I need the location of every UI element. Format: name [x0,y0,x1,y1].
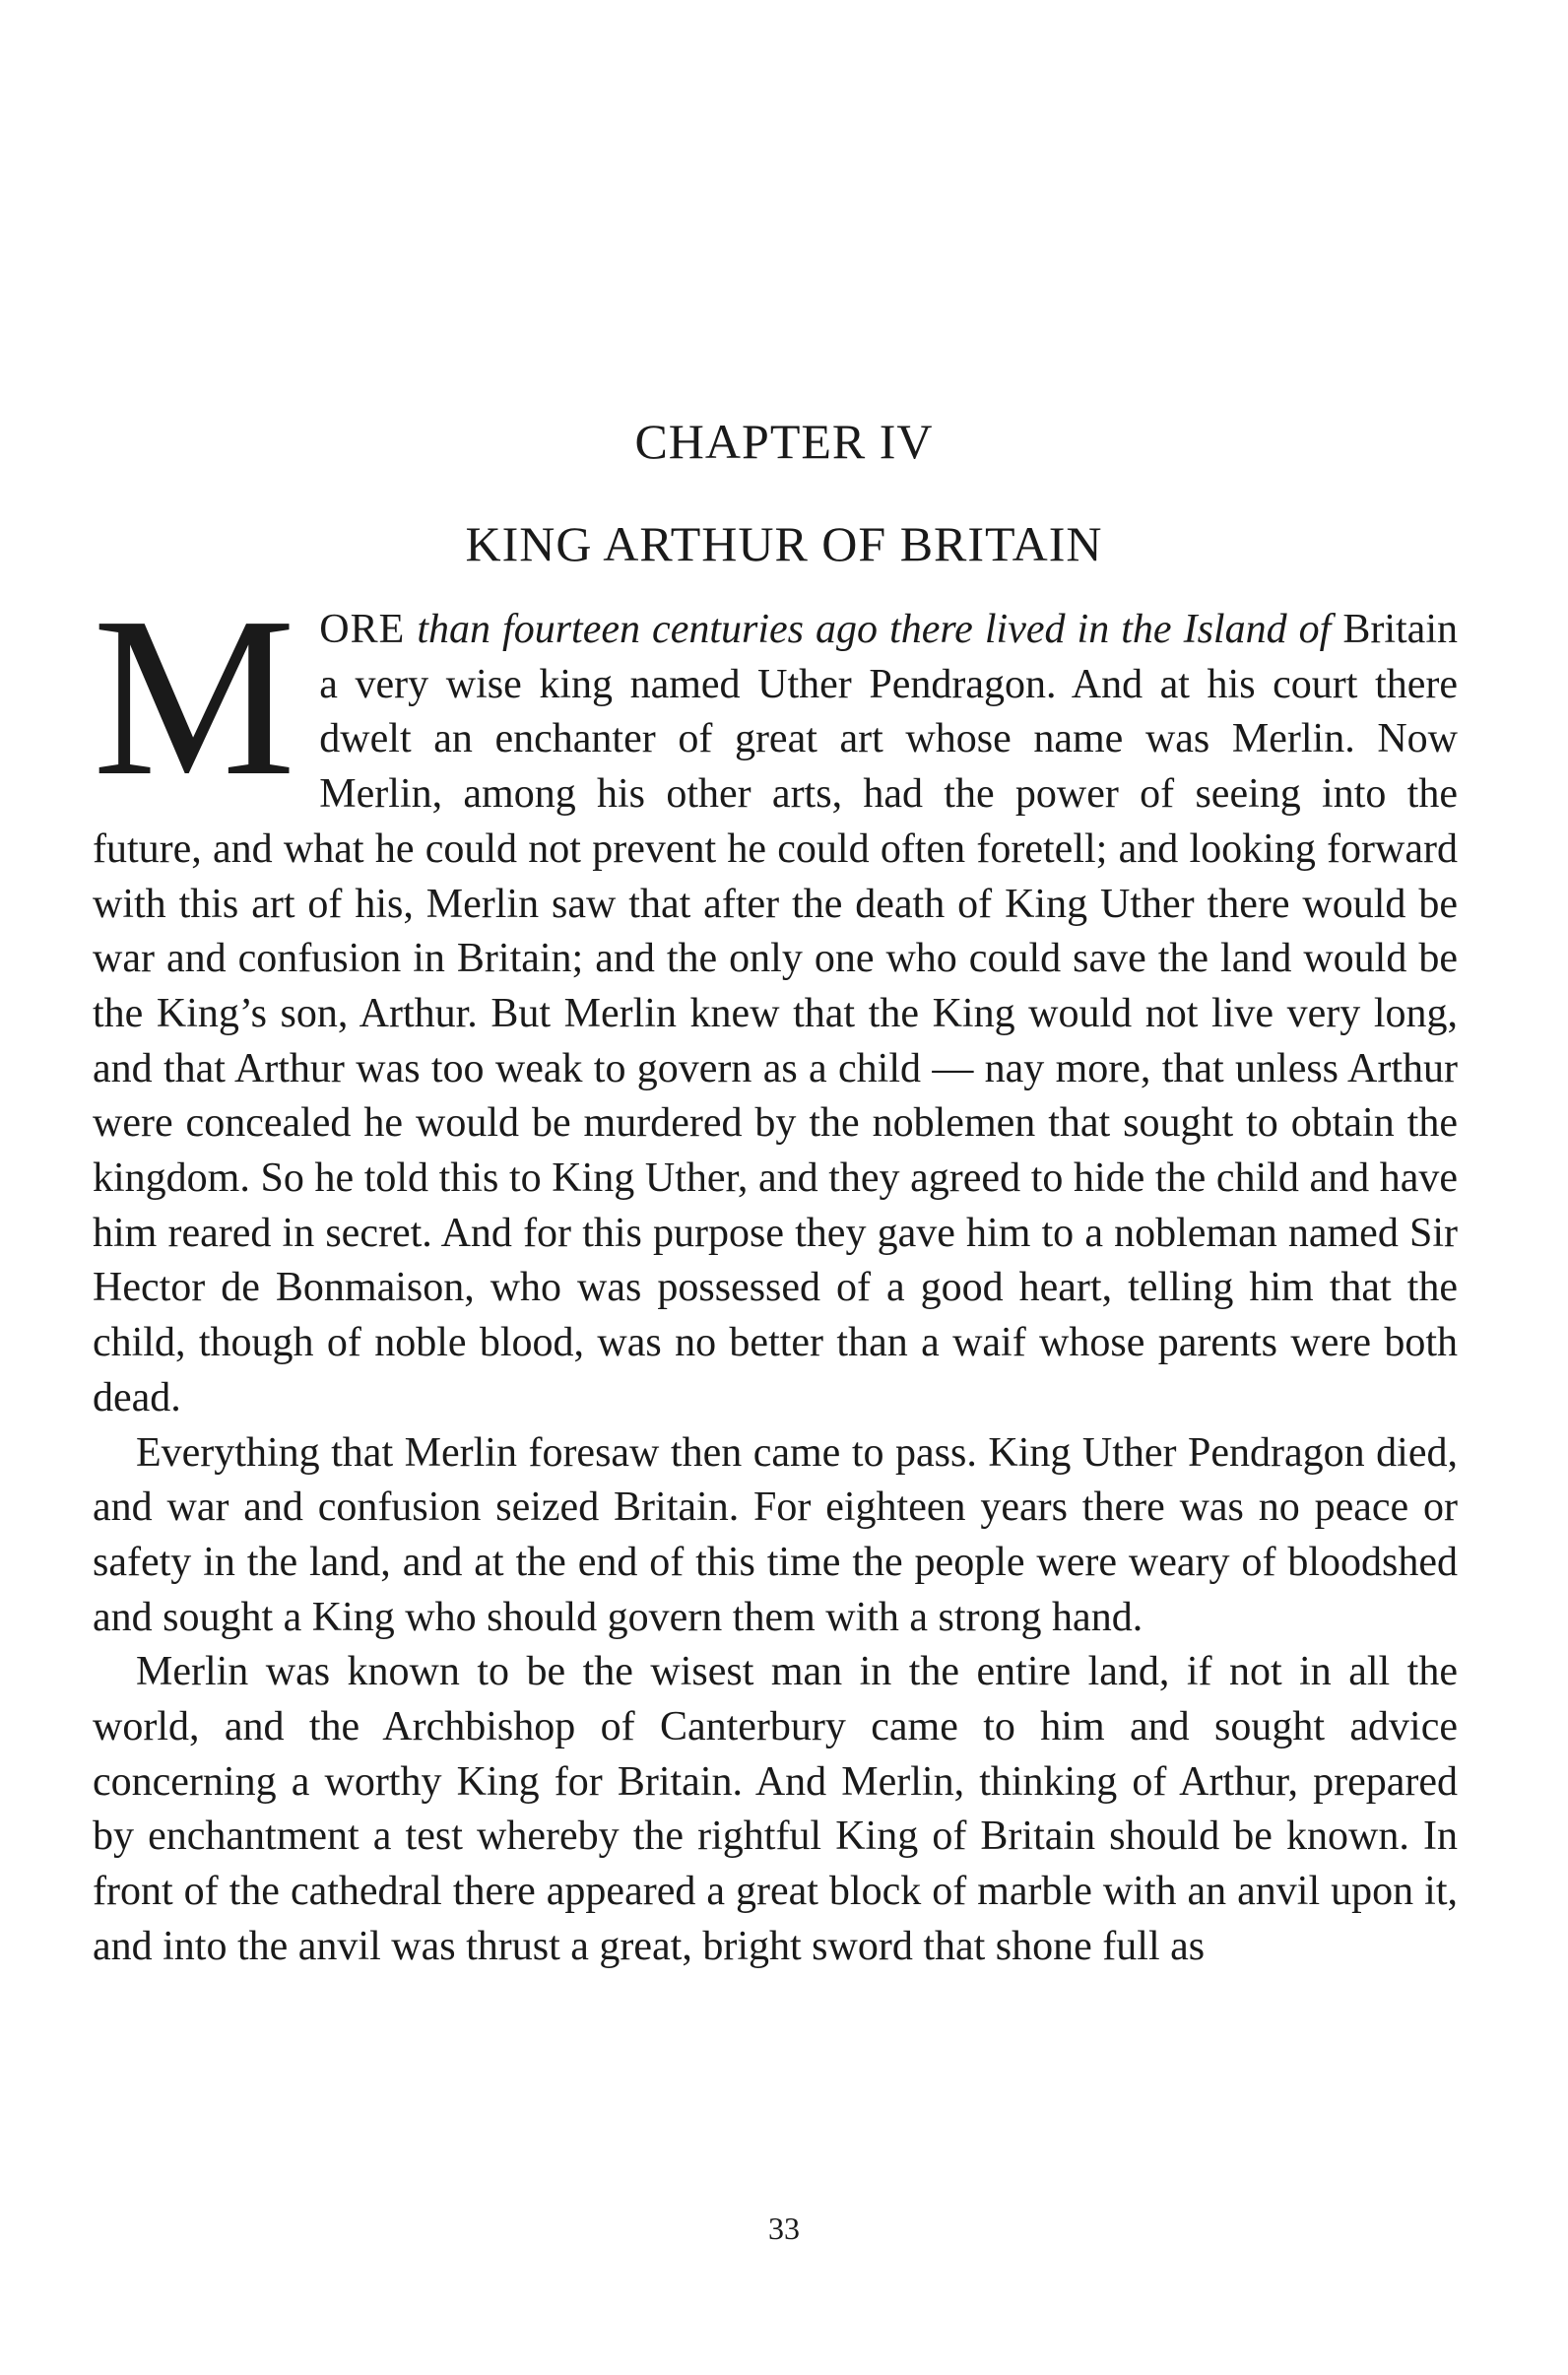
chapter-number: CHAPTER IV [634,414,934,469]
chapter-body [93,570,1458,1975]
opening-italic-phrase: than fourteen centuries ago there lived in the Island of [405,607,1332,652]
lead-word: ORE [319,607,406,652]
paragraph-1-text: Britain a very wise king named Uther Pendragon. And at his court there dwelt an enchanter of great art whose name was Merlin. Now Merlin, among his other arts, had the power of seeing into the future, and what he could not prevent he could often foretell; and looking forward with this art of his, Merlin saw that after the death of King Uther there would be war and confusion in Britain; and the only one who could save the land would be the King’s son, Arthur. But Merlin knew that the King would not live very long, and that Arthur was too weak to govern as a child — nay more, that unless Arthur were concealed he would be murdered by the noblemen that sought to obtain the kingdom. So he told this to King Uther, and they agreed to hide the child and have him reared in secret. And for this purpose they gave him to a nobleman named Sir Hector de Bonmaison, who was possessed of a good heart, telling him that the child, though of noble blood, was no better than a waif whose parents were both dead. [93,607,1458,1420]
paragraph-3: Merlin was known to be the wisest man in the entire land, if not in all the world, and the Archbishop of Canterbury came to him and sought advice concerning a worthy King for Britain. And Merlin, thinking of Arthur, prepared by enchantment a test whereby the rightful King of Britain should be known. In front of the cathedral there appeared a great block of marble with an anvil upon it, and into the anvil was thrust a great, bright sword that shone full as [93,1649,1458,1969]
paragraph-1 [93,570,1458,1426]
paragraph-2: Everything that Merlin foresaw then came to pass. King Uther Pendragon died, and war and confusion seized Britain. For eighteen years there was no peace or safety in the land, and at the end of this time the people were weary of bloodshed and sought a King who should govern them with a strong hand. [93,1429,1458,1640]
drop-cap-initial: M [93,570,296,824]
page-number: 33 [768,2210,800,2246]
chapter-title: KING ARTHUR OF BRITAIN [465,516,1103,571]
